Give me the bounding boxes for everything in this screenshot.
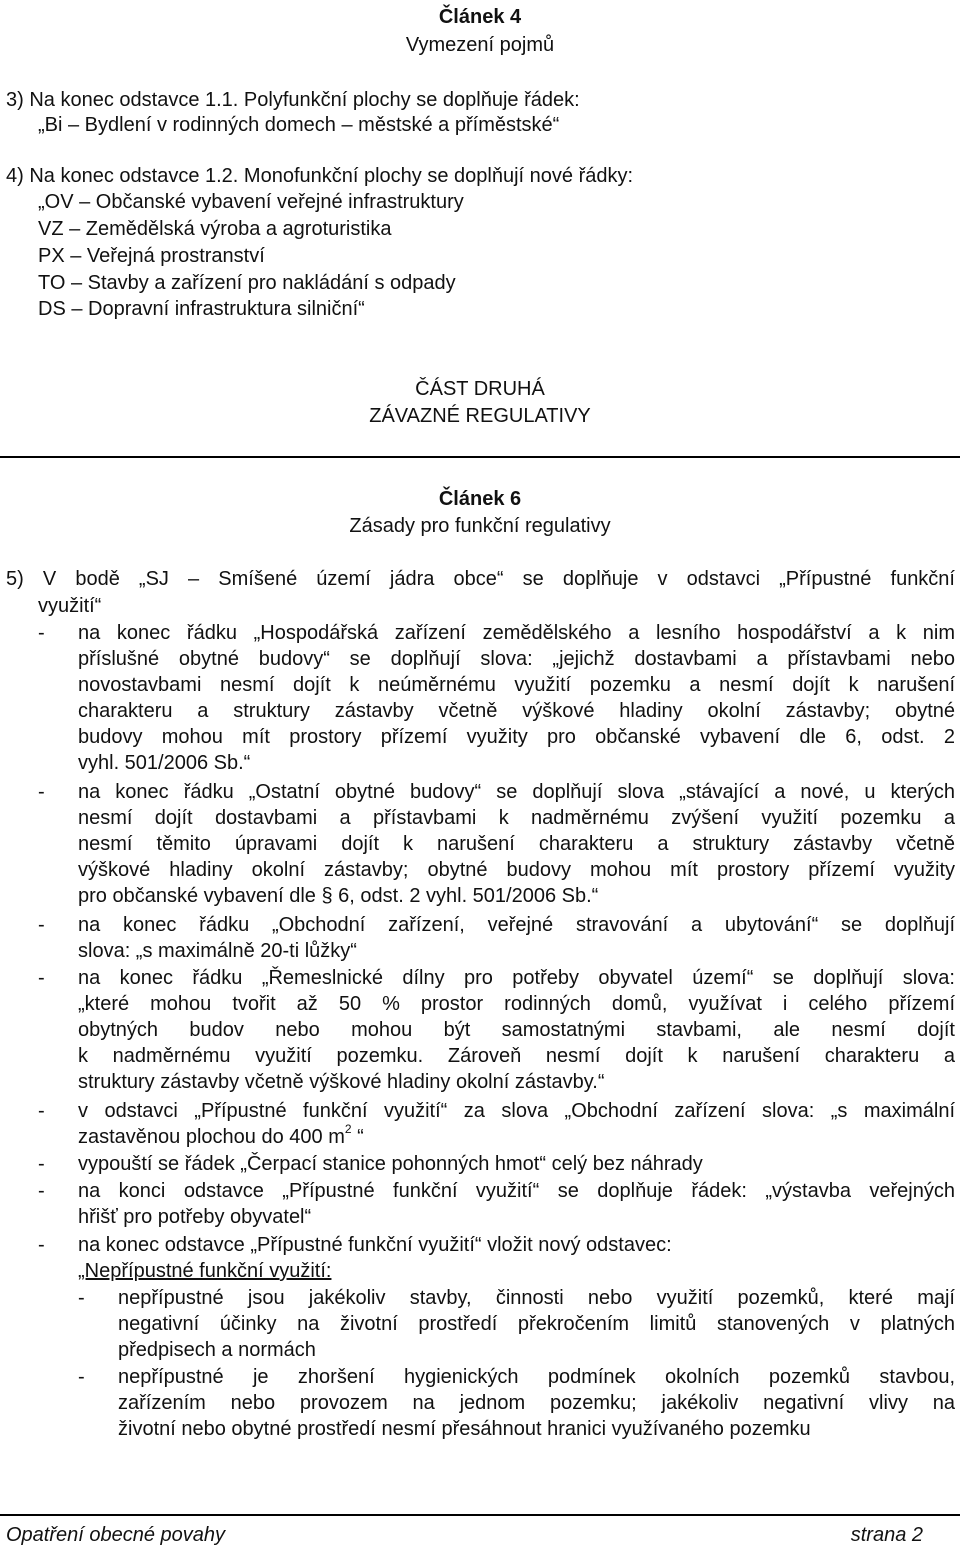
bullet-line: na konec řádku „Obchodní zařízení, veřejné stravování a ubytování“ se doplňují bbox=[78, 914, 955, 936]
bullet-line: na konci odstavce „Přípustné funkční využití“ se doplňuje řádek: „výstavba veřejných bbox=[78, 1180, 955, 1202]
article-6-subtitle: Zásady pro funkční regulativy bbox=[349, 515, 611, 537]
bullet-dash: - bbox=[38, 781, 45, 803]
part-2-subtitle: ZÁVAZNÉ REGULATIVY bbox=[369, 405, 591, 427]
bullet-line: nepřípustné je zhoršení hygienických podmínek okolních pozemků stavbou, bbox=[118, 1366, 955, 1388]
bullet-8: na konec odstavce „Přípustné funkční využití“ vložit nový odstavec: bbox=[78, 1234, 672, 1256]
bullet-line: novostavbami nesmí dojít k neúměrnému využití pozemku a nesmí dojít k narušení bbox=[78, 674, 955, 696]
bullet-line: budovy mohou mít prostory přízemí využity pro občanské vybavení dle 6, odst. 2 bbox=[78, 726, 955, 748]
bullet-line: zařízením nebo provozem na jednom pozemku; jakékoliv negativní vlivy na bbox=[118, 1392, 955, 1414]
bullet-line: hřišť pro potřeby obyvatel“ bbox=[78, 1206, 312, 1228]
bullet-line: životní nebo obytné prostředí nesmí přesáhnout hranici využívaného pozemku bbox=[118, 1418, 811, 1440]
bullet-line: k nadměrnému využití pozemku. Zároveň nesmí dojít k narušení charakteru a bbox=[78, 1045, 955, 1067]
bullet-line: struktury zástavby včetně výškové hladiny okolní zástavby.“ bbox=[78, 1071, 605, 1093]
bullet-line: příslušné obytné budovy“ se doplňují slova: „jejichž dostavbami a přístavbami nebo bbox=[78, 648, 955, 670]
page-number: strana 2 bbox=[850, 1524, 923, 1546]
subsection-heading: „Nepřípustné funkční využití: bbox=[78, 1260, 332, 1282]
item-5-intro-line: využití“ bbox=[38, 595, 102, 617]
bullet-3 bbox=[78, 912, 955, 964]
bullet-2 bbox=[78, 779, 955, 909]
item-4-row: VZ – Zemědělská výroba a agroturistika bbox=[38, 218, 392, 240]
item-4-row: DS – Dopravní infrastruktura silniční“ bbox=[38, 298, 365, 320]
bullet-line: pro občanské vybavení dle § 6, odst. 2 vyhl. 501/2006 Sb.“ bbox=[78, 885, 599, 907]
bullet-4 bbox=[78, 965, 955, 1095]
bullet-line: předpisech a normách bbox=[118, 1339, 316, 1361]
article-4-subtitle: Vymezení pojmů bbox=[405, 34, 555, 56]
bullet-dash: - bbox=[38, 1234, 45, 1256]
bullet-line-text: zastavěnou plochou do 400 m bbox=[78, 1126, 345, 1148]
item-3-line-2: „Bi – Bydlení v rodinných domech – městské a příměstské“ bbox=[38, 114, 560, 136]
bullet-line: nepřípustné jsou jakékoliv stavby, činnosti nebo využití pozemků, které mají bbox=[118, 1287, 955, 1309]
bullet-line: v odstavci „Přípustné funkční využití“ za slova „Obchodní zařízení slova: „s maximální bbox=[78, 1100, 955, 1122]
bullet-line: negativní účinky na životní prostředí překročením limitů stanovených v platných bbox=[118, 1313, 955, 1335]
bullet-dash: - bbox=[38, 967, 45, 989]
bullet-line bbox=[78, 1124, 364, 1150]
sub-bullet-dash: - bbox=[78, 1366, 85, 1388]
bullet-line: „které mohou tvořit až 50 % prostor rodinných domů, využívat i celého přízemí bbox=[78, 993, 955, 1015]
bullet-dash: - bbox=[38, 1100, 45, 1122]
item-3-line-1: 3) Na konec odstavce 1.1. Polyfunkční plochy se doplňuje řádek: bbox=[6, 89, 580, 111]
item-4-row: TO – Stavby a zařízení pro nakládání s odpady bbox=[38, 272, 456, 294]
section-divider bbox=[0, 456, 960, 458]
bullet-line: výškové hladiny okolní zástavby; obytné budovy mohou mít prostory přízemí využity bbox=[78, 859, 955, 881]
bullet-6: vypouští se řádek „Čerpací stanice pohonných hmot“ celý bez náhrady bbox=[78, 1153, 703, 1175]
bullet-line: na konec řádku „Řemeslnické dílny pro potřeby obyvatel území“ se doplňují slova: bbox=[78, 967, 955, 989]
item-4-line-1: 4) Na konec odstavce 1.2. Monofunkční plochy se doplňují nové řádky: bbox=[6, 165, 634, 187]
bullet-line-tail: “ bbox=[351, 1126, 364, 1148]
bullet-line: nesmí těmito úpravami dojít k narušení charakteru a struktury zástavby včetně bbox=[78, 833, 955, 855]
bullet-line: slova: „s maximálně 20-ti lůžky“ bbox=[78, 940, 357, 962]
bullet-line: na konec řádku „Hospodářská zařízení zemědělského a lesního hospodářství a k nim bbox=[78, 622, 955, 644]
footer-divider bbox=[0, 1514, 960, 1516]
bullet-dash: - bbox=[38, 1153, 45, 1175]
article-4-heading: Článek 4 bbox=[438, 6, 522, 28]
bullet-dash: - bbox=[38, 914, 45, 936]
sub-bullet-dash: - bbox=[78, 1287, 85, 1309]
bullet-line: vyhl. 501/2006 Sb.“ bbox=[78, 752, 251, 774]
item-4-row: „OV – Občanské vybavení veřejné infrastruktury bbox=[38, 191, 464, 213]
part-2-title: ČÁST DRUHÁ bbox=[415, 378, 545, 400]
bullet-line: charakteru a struktury zástavby včetně výškové hladiny okolní zástavby; obytné bbox=[78, 700, 955, 722]
bullet-5 bbox=[78, 1098, 955, 1124]
bullet-line: na konec řádku „Ostatní obytné budovy“ se doplňují slova „stávající a nové, u kterých bbox=[78, 781, 955, 803]
article-6-heading: Článek 6 bbox=[438, 488, 522, 510]
bullet-line: nesmí dojít dostavbami a přístavbami k nadměrnému zvýšení využití pozemku a bbox=[78, 807, 955, 829]
item-4-row: PX – Veřejná prostranství bbox=[38, 245, 265, 267]
sub-bullet-2 bbox=[118, 1364, 955, 1442]
item-5-intro-line: 5) V bodě „SJ – Smíšené území jádra obce“ se doplňuje v odstavci „Přípustné funkční bbox=[6, 568, 955, 590]
bullet-7 bbox=[78, 1178, 955, 1230]
footer-title: Opatření obecné povahy bbox=[6, 1524, 226, 1546]
item-5-intro bbox=[6, 566, 955, 592]
bullet-line: obytných budov nebo mohou být samostatnými stavbami, ale nesmí dojít bbox=[78, 1019, 955, 1041]
bullet-dash: - bbox=[38, 1180, 45, 1202]
bullet-dash: - bbox=[38, 622, 45, 644]
bullet-1 bbox=[78, 620, 955, 776]
superscript: 2 bbox=[344, 1122, 352, 1137]
sub-bullet-1 bbox=[118, 1285, 955, 1363]
